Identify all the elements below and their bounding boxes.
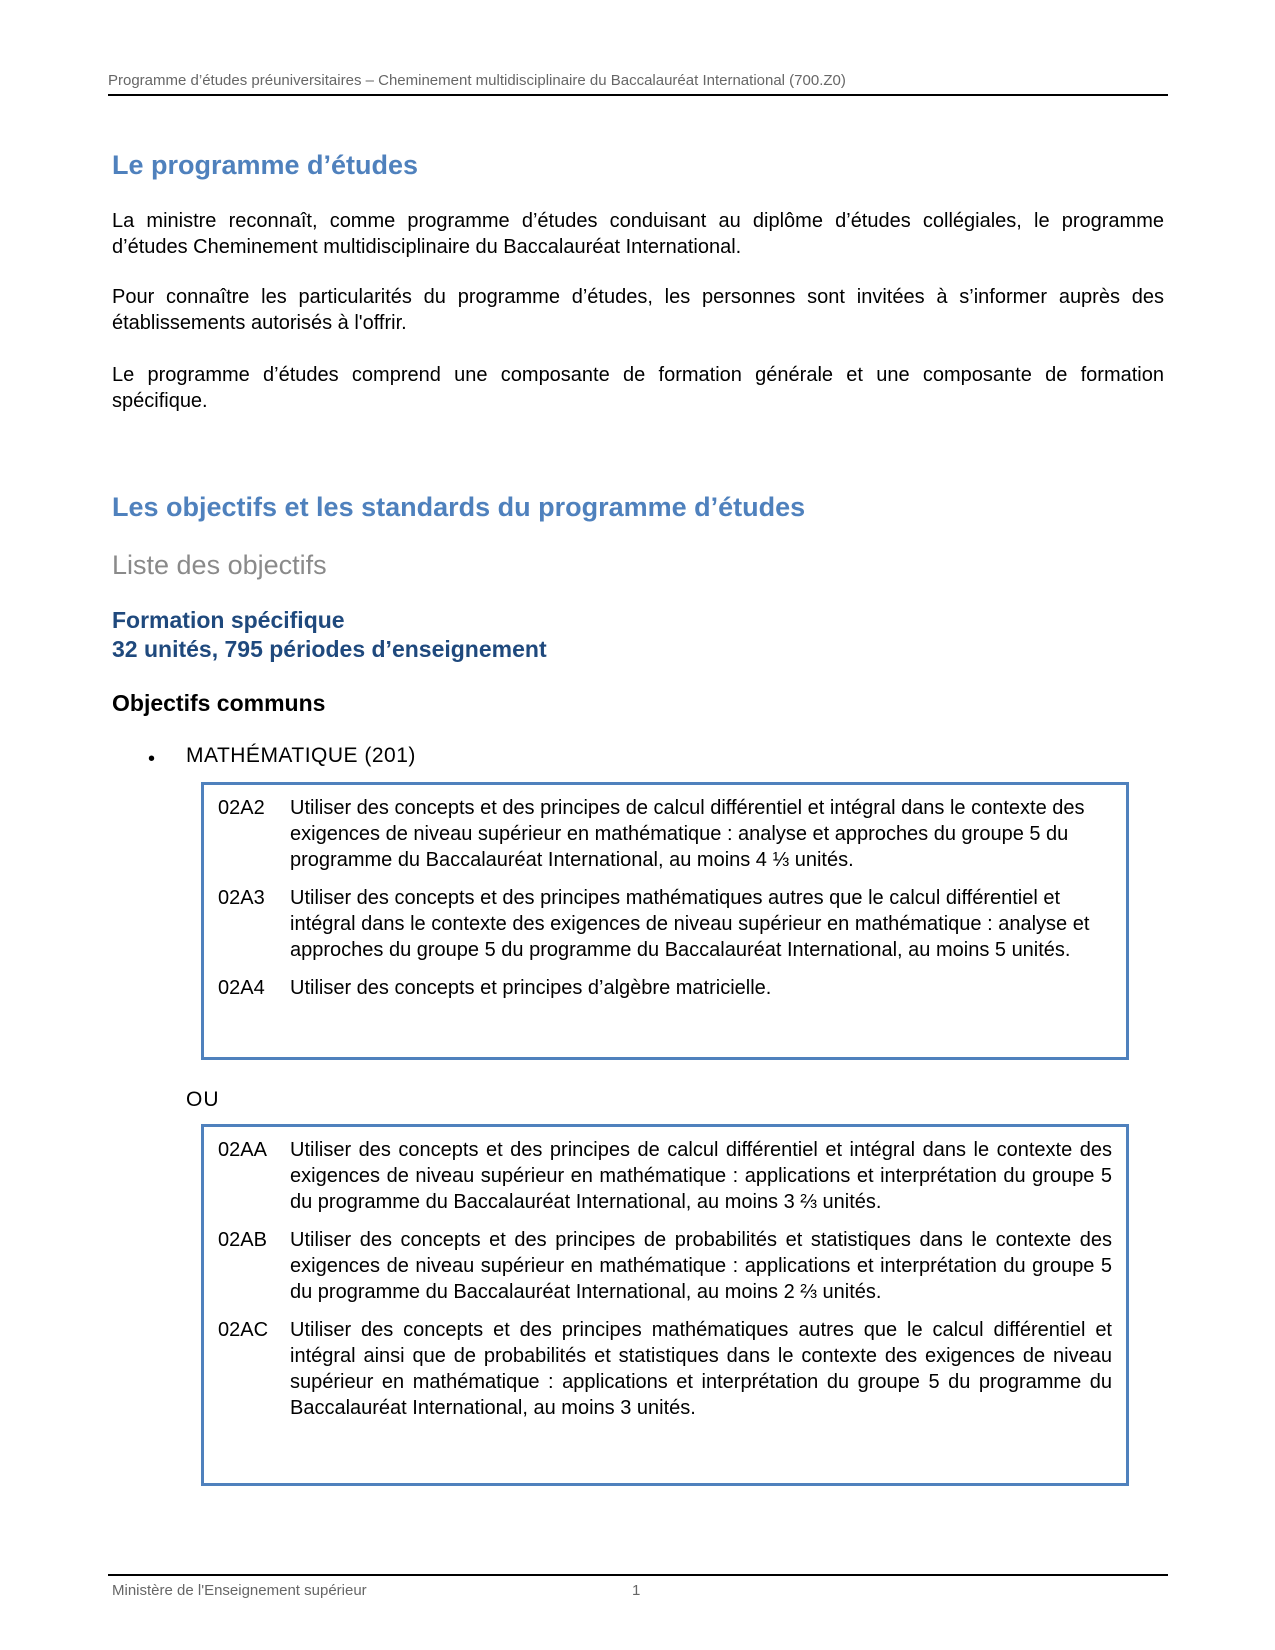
objective-row [218,1227,1112,1305]
objective-row [218,975,1112,1001]
objective-code: 02AA [218,1139,267,1161]
objective-text: Utiliser des concepts et des principes de calcul différentiel et intégral dans le contexte des exigences de niveau supérieur en mathématique : applications et interprétation du groupe 5 du programme du Baccalauréat International, au moins 3 ⅔ unités. [290,1139,1112,1213]
objectives-box-2 [201,1124,1129,1486]
formation-heading [112,606,547,664]
bullet-icon: • [148,748,156,770]
objective-code: 02A2 [218,797,265,819]
subsection-title: Liste des objectifs [112,550,327,580]
or-label: OU [186,1088,220,1111]
objective-code: 02A4 [218,977,265,999]
formation-title: Formation spécifique [112,607,345,633]
objective-row [218,1317,1112,1421]
page-number: 1 [632,1582,641,1599]
objective-text: Utiliser des concepts et des principes de calcul différentiel et intégral dans le contexte des exigences de niveau supérieur en mathématique : analyse et approches du groupe 5 du programme du Baccalauréat International, au moins 4 ⅓ unités. [290,797,1085,871]
objectives-box-1 [201,782,1129,1060]
objective-code: 02A3 [218,887,265,909]
objective-row [218,1137,1112,1215]
objective-code: 02AC [218,1319,269,1341]
discipline-label: MATHÉMATIQUE (201) [186,744,416,767]
footer-ministry: Ministère de l'Enseignement supérieur [112,1582,367,1599]
footer-divider [108,1574,1168,1576]
paragraph: Le programme d’études comprend une composante de formation générale et une composante de formation spécifique. [112,364,1164,412]
objective-row [218,885,1112,963]
section-title-programme: Le programme d’études [112,150,419,180]
paragraph: La ministre reconnaît, comme programme d’études conduisant au diplôme d’études collégiales, le programme d’études Cheminement multidisciplinaire du Baccalauréat International. [112,210,1164,258]
objective-text: Utiliser des concepts et des principes mathématiques autres que le calcul différentiel et intégral dans le contexte des exigences de niveau supérieur en mathématique : analyse et approches du groupe 5 du programme du Baccalauréat International, au moins 5 unités. [290,887,1090,961]
section-title-objectifs: Les objectifs et les standards du programme d’études [112,492,806,522]
paragraph: Pour connaître les particularités du programme d’études, les personnes sont invitées à s’informer auprès des établissements autorisés à l'offrir. [112,286,1164,334]
header-divider [108,94,1168,96]
objective-code: 02AB [218,1229,267,1251]
objective-text: Utiliser des concepts et principes d’algèbre matricielle. [290,977,772,999]
formation-units: 32 unités, 795 périodes d’enseignement [112,636,547,662]
objective-text: Utiliser des concepts et des principes mathématiques autres que le calcul différentiel et intégral ainsi que de probabilités et statistiques dans le contexte des exigences de niveau supérieur en mathématique : applications et interprétation du groupe 5 du programme du Baccalauréat International, au moins 3 unités. [290,1319,1112,1419]
objective-row [218,795,1112,873]
running-header: Programme d’études préuniversitaires – Cheminement multidisciplinaire du Baccalauréat International (700.Z0) [108,72,846,89]
objective-text: Utiliser des concepts et des principes de probabilités et statistiques dans le contexte des exigences de niveau supérieur en mathématique : applications et interprétation du groupe 5 du programme du Baccalauréat International, au moins 2 ⅔ unités. [290,1229,1112,1303]
common-objectives-heading: Objectifs communs [112,690,326,716]
